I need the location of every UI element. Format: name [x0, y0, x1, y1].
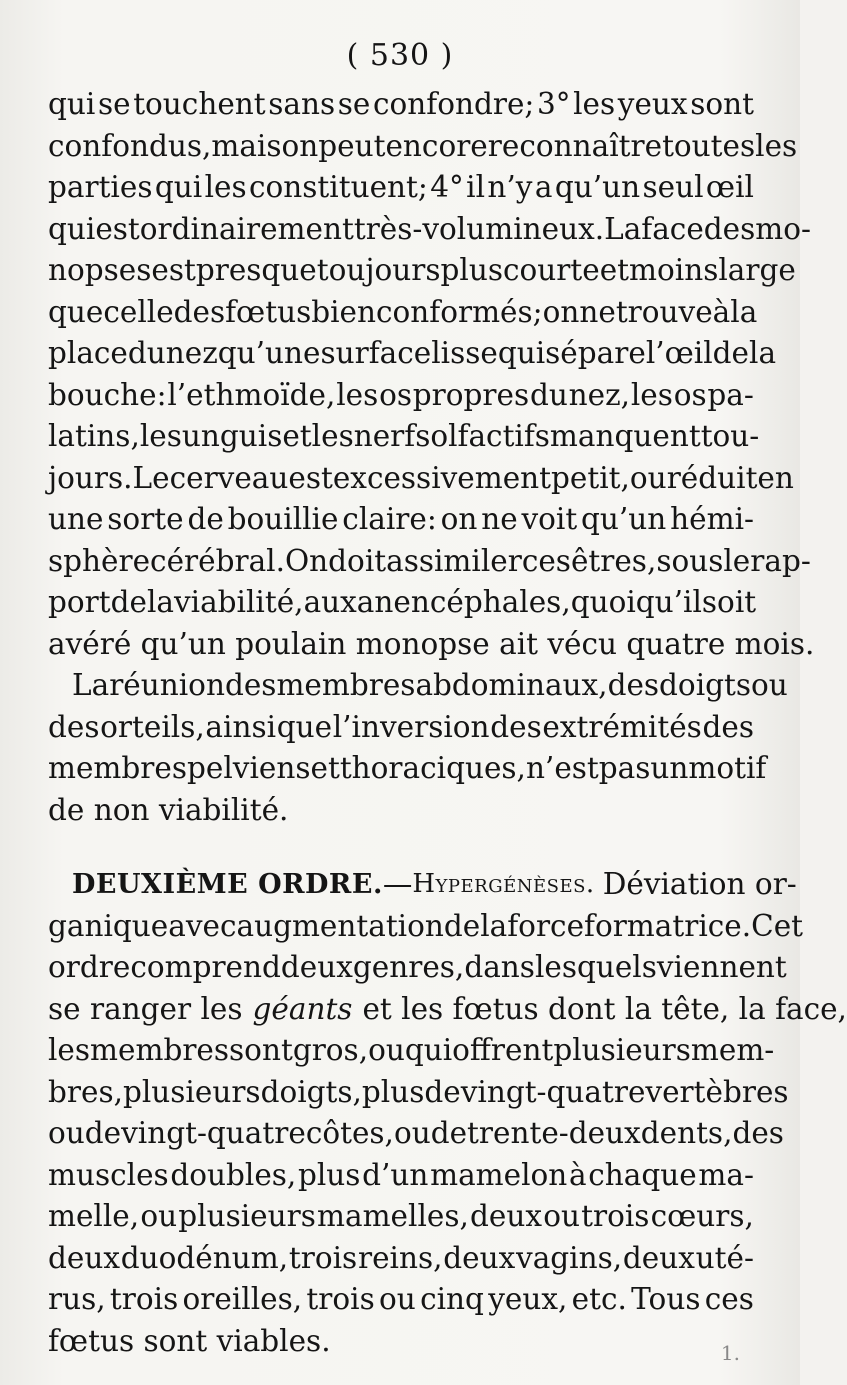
word: dans: [464, 950, 535, 984]
word: yeux: [617, 87, 688, 121]
word: pelviens: [187, 751, 311, 785]
word: place: [48, 336, 128, 370]
word: extrémités: [542, 709, 702, 744]
word: encore: [385, 128, 488, 163]
word: fœtus: [225, 294, 312, 329]
word: mais: [211, 128, 282, 163]
word: que: [276, 709, 333, 744]
word: des: [702, 709, 754, 744]
word: qui: [154, 170, 203, 204]
word: deux: [280, 950, 353, 984]
word: oreilles,: [182, 1282, 303, 1316]
word: réunion: [109, 668, 225, 702]
word: pas: [598, 751, 651, 785]
word: est: [288, 460, 333, 495]
word: gros,: [292, 1033, 369, 1067]
word: tou-: [700, 419, 760, 453]
text-line: [48, 1113, 784, 1155]
text-line: DEUXIÈME ORDRE. — Hypergénèses. Déviation or-: [48, 864, 754, 906]
text-line: [48, 947, 787, 989]
word: qui: [497, 336, 546, 370]
word: sous: [656, 543, 724, 578]
word: uté-: [695, 1240, 754, 1275]
word: ces: [521, 543, 571, 578]
word: les: [336, 377, 379, 412]
text-line: [48, 458, 794, 500]
text-line: [48, 250, 796, 292]
word: êtres,: [570, 543, 657, 578]
word: mamelles,: [317, 1199, 469, 1233]
word: du: [127, 336, 166, 370]
em-dash: —: [382, 867, 413, 901]
word: qui: [404, 1033, 453, 1067]
section-heading: DEUXIÈME ORDRE.: [72, 869, 383, 900]
word: Cet: [751, 908, 804, 943]
word: est: [95, 211, 140, 246]
word: l’ethmoïde,: [167, 377, 336, 412]
word: bres,: [48, 1074, 123, 1109]
word: des: [48, 709, 100, 744]
word: membres: [48, 751, 187, 785]
italic-term: géants: [252, 991, 353, 1026]
word: cérébral.: [150, 543, 285, 578]
word: qui: [48, 211, 96, 246]
word: ces: [704, 1282, 754, 1316]
word: les: [48, 1033, 91, 1067]
word: avec: [168, 908, 237, 943]
word: de: [712, 336, 750, 370]
word: Le: [132, 460, 170, 495]
text-line: [48, 84, 754, 126]
word: deux: [48, 1240, 120, 1275]
word: très-volumineux.: [353, 211, 605, 246]
word: cerveau: [169, 460, 289, 495]
word: ordinairement: [139, 211, 354, 246]
word: touchent: [133, 87, 266, 121]
word: les: [755, 128, 798, 163]
word: on: [281, 128, 319, 163]
word: l’œil: [645, 336, 713, 370]
word: des: [732, 1116, 784, 1150]
word: n’est: [525, 751, 599, 785]
word: hémi-: [670, 502, 754, 536]
word: ou: [751, 668, 788, 702]
word: motif: [688, 751, 767, 785]
word: nerfs: [353, 419, 431, 453]
text-line: avéré qu’un poulain monopse ait vécu quatre mois.: [48, 626, 815, 661]
word: celle: [103, 294, 174, 329]
word: en: [757, 460, 794, 495]
word: os: [673, 377, 707, 412]
word: plusieurs: [178, 1199, 316, 1233]
word: confondus,: [48, 128, 212, 163]
word: vertèbres: [645, 1074, 789, 1109]
text-line: [48, 126, 798, 168]
word: thoraciques,: [339, 751, 526, 785]
word: parties: [48, 170, 153, 204]
word: cinq: [420, 1282, 484, 1316]
word: petit,: [551, 460, 630, 495]
word: genres,: [352, 950, 465, 984]
word: des: [703, 211, 756, 246]
word: deux: [443, 1240, 516, 1275]
word: du: [529, 377, 568, 412]
word: doit: [328, 543, 387, 578]
text-line: [48, 906, 804, 948]
word: des: [224, 668, 277, 702]
word: des: [173, 294, 226, 329]
word: les: [204, 170, 247, 204]
word: l’inversion: [332, 709, 490, 744]
word: doigts,: [260, 1074, 362, 1109]
text-line: de non viabilité.: [48, 792, 289, 827]
word: large: [718, 253, 796, 287]
word: vagins,: [516, 1240, 623, 1275]
text-line: se ranger les géants et les fœtus dont la tête, la face,: [48, 989, 754, 1031]
text-line: [48, 499, 754, 541]
word: offrent: [452, 1033, 554, 1067]
word: que: [48, 294, 104, 329]
word: ou: [140, 1199, 178, 1233]
word: rap-: [750, 543, 811, 578]
paragraph-monopses: [48, 84, 815, 665]
word: les: [311, 419, 354, 453]
word: une: [48, 502, 104, 536]
word: ainsi: [205, 709, 277, 744]
word: abdominaux,: [415, 668, 608, 702]
word: les: [573, 87, 616, 121]
word: le: [723, 543, 751, 578]
paragraph-reunion: [48, 665, 788, 831]
text-line: [48, 375, 754, 417]
word: ou: [629, 460, 667, 495]
word: se: [337, 87, 371, 121]
text-line: [48, 1196, 754, 1238]
word: courte: [503, 253, 600, 287]
word: 4°: [430, 170, 464, 204]
word: conformés;: [376, 294, 543, 329]
word: ganique: [48, 908, 169, 943]
word: viennent: [656, 950, 787, 984]
word: ou: [368, 1033, 405, 1067]
word: il: [466, 170, 486, 204]
word: trois: [109, 1282, 179, 1316]
text-line: [48, 333, 777, 375]
word: la: [146, 585, 174, 619]
word: la: [749, 336, 777, 370]
word: aux: [303, 585, 357, 619]
word: trois: [581, 1199, 650, 1233]
word: manquent: [549, 419, 701, 453]
text-line: [48, 292, 758, 334]
word: réduit: [666, 460, 758, 495]
word: de: [187, 502, 224, 536]
word: deux: [470, 1199, 543, 1233]
word: La: [604, 211, 642, 246]
word: assimiler: [386, 543, 522, 578]
word: de: [443, 908, 481, 943]
word: et: [310, 751, 340, 785]
word: constituent;: [249, 170, 428, 204]
word: sans: [268, 87, 336, 121]
word: ou: [393, 1116, 431, 1150]
word: sphère: [48, 543, 151, 578]
word: nez: [165, 336, 218, 370]
word: ou: [543, 1199, 580, 1233]
word: quoiqu’il: [570, 585, 702, 619]
word: excessivement: [332, 460, 552, 495]
text-line: [48, 1030, 775, 1072]
word: doubles,: [170, 1157, 297, 1192]
text-line: [48, 1279, 754, 1321]
word: comprend: [130, 950, 281, 984]
word: qu’un: [581, 502, 667, 536]
word: ou: [48, 1116, 85, 1150]
word: des: [607, 668, 660, 702]
word: plus: [361, 1074, 425, 1109]
text-line: [48, 748, 767, 790]
word: mamelon: [430, 1157, 568, 1192]
word: plusieurs: [553, 1033, 691, 1067]
word: des: [490, 709, 542, 744]
word: est: [151, 253, 196, 287]
word: lisse: [431, 336, 498, 370]
word: muscles: [48, 1157, 169, 1192]
word: claire:: [342, 502, 437, 536]
word: jours.: [48, 460, 133, 495]
word: de: [84, 1116, 122, 1150]
word: reins,: [357, 1240, 443, 1275]
text-line: [48, 167, 754, 209]
word: bien: [311, 294, 377, 329]
word: anencéphales,: [356, 585, 571, 619]
word: trois: [306, 1282, 375, 1316]
word: se: [97, 87, 131, 121]
word: etc.: [571, 1282, 627, 1316]
word: un: [650, 751, 689, 785]
section-spacer: [48, 831, 754, 864]
word: les: [630, 377, 673, 412]
word: trouve: [615, 294, 713, 329]
word: 3°: [536, 87, 571, 121]
word: les: [139, 419, 182, 453]
word: bouche:: [48, 377, 167, 412]
word: propres: [412, 377, 530, 412]
word: Tous: [631, 1282, 701, 1316]
word: qu’une: [217, 336, 321, 370]
text-line: [48, 1072, 789, 1114]
word: cœurs,: [650, 1199, 754, 1233]
word: la: [730, 294, 758, 329]
word: plusieurs: [122, 1074, 261, 1109]
word: de: [110, 585, 147, 619]
word: doigts: [659, 668, 752, 702]
word: et: [282, 419, 312, 453]
word: vingt-quatre: [121, 1116, 306, 1150]
word: bouillie: [227, 502, 339, 536]
word: sont: [229, 1033, 293, 1067]
text-line: [48, 1155, 754, 1197]
word: de: [424, 1074, 461, 1109]
page-number: ( 530 ): [346, 38, 454, 73]
word: orteils,: [100, 709, 205, 744]
word: la: [480, 908, 508, 943]
word: ne: [481, 502, 518, 536]
word: deux: [622, 1240, 695, 1275]
word: force: [507, 908, 585, 943]
word: rus,: [48, 1282, 106, 1316]
word: yeux,: [488, 1282, 568, 1316]
word: à: [712, 294, 731, 329]
word: On: [284, 543, 329, 578]
body-text: [48, 84, 847, 1362]
word: côtes,: [305, 1116, 394, 1150]
word: olfactifs: [430, 419, 550, 453]
word: mem-: [690, 1033, 775, 1067]
word: lesquels: [534, 950, 657, 984]
word: confondre;: [373, 87, 535, 121]
word: trois: [288, 1240, 358, 1275]
word: trente-deux: [467, 1116, 641, 1150]
word: ordre: [48, 950, 131, 984]
text-line: [48, 1238, 754, 1280]
word: os: [379, 377, 412, 412]
word: vingt-quatre: [460, 1074, 646, 1109]
word: duodénum,: [120, 1240, 289, 1275]
word: unguis: [181, 419, 283, 453]
word: nopses: [48, 253, 152, 287]
word: de: [430, 1116, 468, 1150]
word: chaque: [588, 1157, 697, 1192]
word: œil: [705, 170, 754, 204]
word: viabilité,: [173, 585, 304, 619]
word: dents,: [640, 1116, 733, 1150]
word: n’y: [487, 170, 533, 204]
word: plus: [297, 1157, 361, 1192]
word: soit: [701, 585, 757, 619]
word: à: [568, 1157, 587, 1192]
text-line: fœtus sont viables.: [48, 1323, 331, 1358]
word: on: [542, 294, 580, 329]
word: ou: [379, 1282, 416, 1316]
text-line: [48, 707, 754, 749]
word: latins,: [48, 419, 140, 453]
word: toutes: [662, 128, 756, 163]
word: presque: [195, 253, 317, 287]
word: d’un: [362, 1157, 429, 1192]
text-line: [48, 665, 788, 707]
word: moins: [629, 253, 719, 287]
word: sorte: [107, 502, 184, 536]
word: voit: [521, 502, 578, 536]
word: on: [440, 502, 478, 536]
word: face: [641, 211, 704, 246]
word: mo-: [755, 211, 811, 246]
word: peut: [318, 128, 386, 163]
word: et: [599, 253, 630, 287]
word: seul: [642, 170, 704, 204]
section-subheading: Hypergénèses.: [412, 869, 595, 899]
word: ne: [579, 294, 616, 329]
word: pa-: [707, 377, 754, 412]
word: nez,: [568, 377, 631, 412]
footer-mark: 1.: [720, 1341, 740, 1365]
text-line: [48, 582, 757, 624]
word: toujours: [316, 253, 441, 287]
word: qu’un: [554, 170, 641, 204]
text-line: [48, 209, 811, 251]
word: sépare: [545, 336, 646, 370]
word: membres: [276, 668, 416, 702]
word: membres: [90, 1033, 230, 1067]
word: ma-: [698, 1157, 754, 1192]
word: plus: [440, 253, 504, 287]
word: reconnaître: [487, 128, 663, 163]
word: formatrice.: [584, 908, 752, 943]
word: sont: [690, 87, 754, 121]
word: qui: [48, 87, 96, 121]
word: a: [534, 170, 553, 204]
word: augmentation: [236, 908, 444, 943]
word: surface: [320, 336, 432, 370]
paragraph-deuxieme-ordre: [48, 864, 847, 1362]
word: melle,: [48, 1199, 140, 1233]
text-line: [48, 541, 811, 583]
word: port: [48, 585, 111, 619]
text-line: [48, 416, 760, 458]
word: La: [72, 668, 110, 702]
